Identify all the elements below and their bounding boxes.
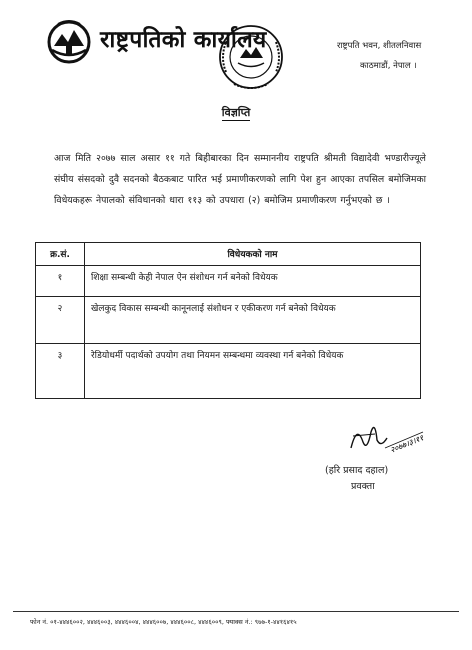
nepal-emblem-icon [44,16,94,66]
table-row [36,344,421,399]
signer-designation: प्रवक्ता [351,481,375,492]
row-bill-name: शिक्षा सम्बन्धी केही नेपाल ऐन संशोधन गर्न बनेको विधेयक [85,266,421,297]
row-bill-name: खेलकुद विकास सम्बन्धी कानूनलाई संशोधन र एकीकरण गर्न बनेको विधेयक [85,297,421,344]
footer-contact: फोन नं. ०१-४४४६००२, ४४४६००३, ४४४६००४, ४४४६००७, ४४४६००८, ४४४६००९, फ्याक्स नं.: ९७७-१-४४१६४१५ [30,618,297,626]
row-serial: २ [36,297,85,344]
office-seal-stamp [216,22,286,92]
table-row [36,266,421,297]
notice-title [0,105,472,120]
table-header-row [36,243,421,266]
header-bill-name: विधेयकको नाम [85,243,421,266]
notice-title-text: विज्ञप्ति [221,106,251,119]
bills-table [35,242,421,399]
row-serial: १ [36,266,85,297]
row-serial: ३ [36,344,85,399]
footer-divider [13,611,459,612]
handwritten-signature [345,418,425,458]
row-bill-name: रेडियोधर्मी पदार्थको उपयोग तथा नियमन सम्बन्धमा व्यवस्था गर्न बनेको विधेयक [85,344,421,399]
address-line-1: राष्ट्रपति भवन, शीतलनिवास [337,41,422,51]
signature-date: २०७७।३।११ [388,433,425,455]
table-row [36,297,421,344]
organization-name: राष्ट्रपतिको कार्यालय [100,27,267,53]
signer-name: (हरि प्रसाद दहाल) [325,465,389,476]
address-line-2: काठमाडौं, नेपाल । [360,61,417,71]
header-serial: क्र.सं. [36,243,85,266]
notice-body: आज मिति २०७७ साल असार ११ गते बिहीबारका दिन सम्माननीय राष्ट्रपति श्रीमती विद्यादेवी भण्डारीज्यूले संघीय संसदको दुवै सदनको बैठकबाट पारित भई प्रमाणीकरणको लागि पेश हुन आएका तपसिल बमोजिमका विधेयकहरू नेपालको संविधानको धारा ११३ को उपधारा (२) बमोजिम प्रमाणीकरण गर्नुभएको छ । [54,153,426,206]
